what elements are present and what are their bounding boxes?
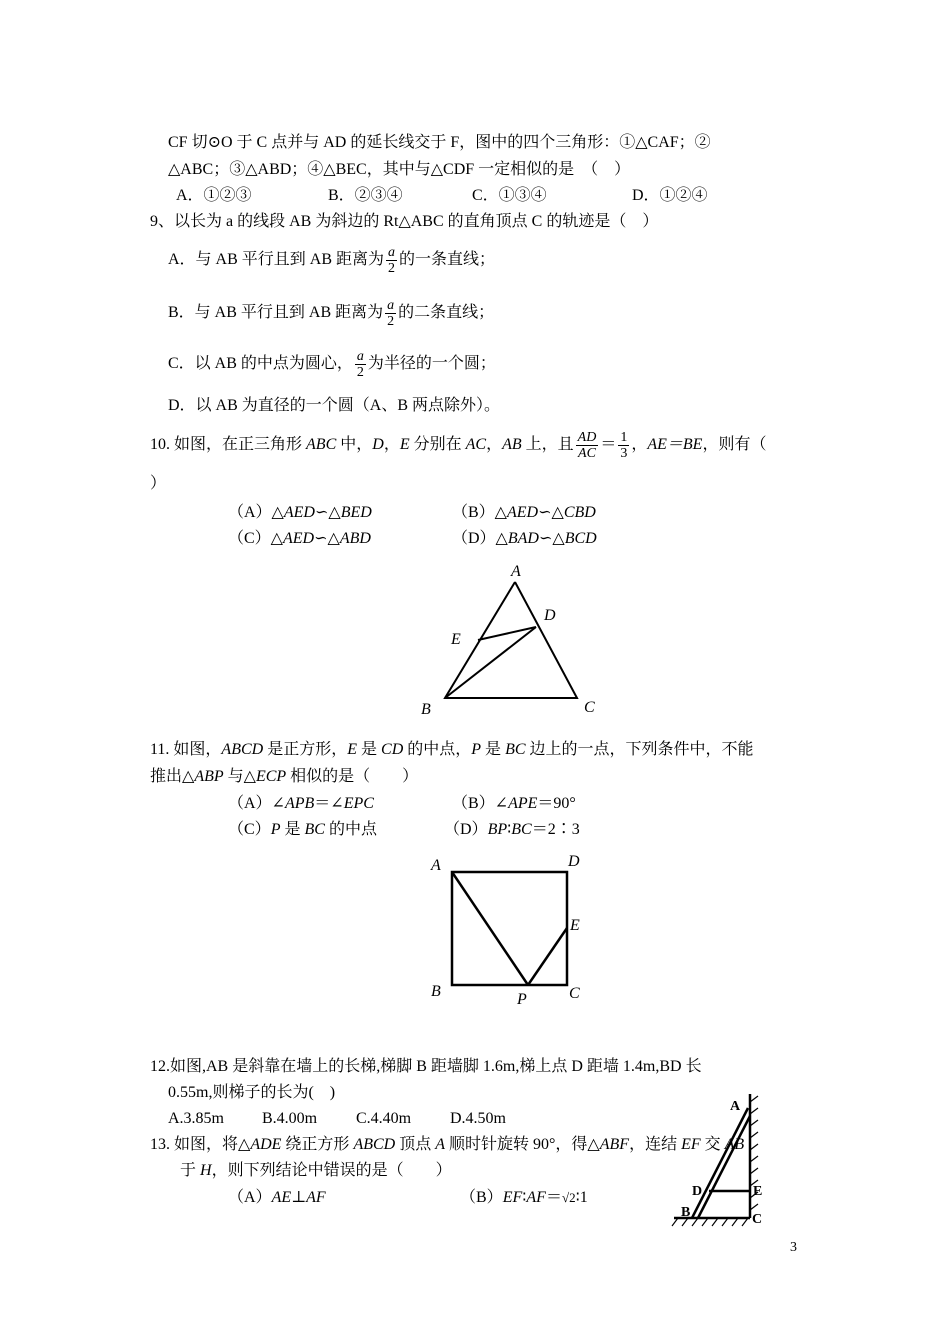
q10-d: D (372, 436, 384, 453)
q11-abcd: ABCD (221, 741, 264, 758)
q10-c-lbl: （C）△ (228, 530, 283, 547)
q11-b-t1: APE (508, 795, 538, 812)
q10-d-sim: ∽△ (538, 530, 565, 547)
q12-option-a: A.3.85m (168, 1110, 224, 1127)
q11-a-eq: ＝∠ (314, 795, 344, 812)
q10-fraction-ad-ac (576, 430, 599, 461)
q11-square-figure (422, 848, 612, 1008)
q13-line1 (150, 1135, 744, 1155)
q10-s2: 中， (336, 436, 373, 453)
q10-s7: ， (631, 436, 648, 453)
q11-s3: 是 (357, 741, 382, 758)
q10-triangle-outline (445, 582, 577, 698)
q11-line1 (150, 740, 754, 760)
q13-b-col: ∶ (522, 1189, 527, 1206)
q9-option-d: D．以 AB 为直径的一个圆（A、B 两点除外）。 (168, 397, 501, 414)
q13-abf: ABF (599, 1136, 630, 1153)
q11-s4: 的中点， (403, 741, 472, 758)
q11-a-lbl: （A）∠ (228, 795, 285, 812)
q11-label-c: C (569, 985, 580, 1002)
q11-c-lbl: （C） (228, 821, 271, 838)
q13-l2b: ，则下列结论中错误的是（ ） (211, 1162, 452, 1179)
q13-b-sqrt: √2 (561, 1190, 576, 1205)
q10-option-d (452, 529, 597, 549)
q12-option-d: D.4.50m (450, 1110, 506, 1127)
q13-ade: ADE (250, 1136, 282, 1153)
q10-frac2-den: 3 (620, 445, 628, 461)
q10-ac: AC (465, 436, 487, 453)
q13-a-t1: AE (271, 1189, 292, 1206)
q9-b-pre: B．与 AB 平行且到 AB 距离为 (168, 304, 384, 321)
q11-d-col: ∶ (507, 821, 512, 838)
q13-b-t1: EF (502, 1189, 523, 1206)
q11-label-e: E (570, 917, 580, 934)
q10-b-sim: ∽△ (538, 504, 564, 521)
q11-c-mid: 是 (280, 821, 305, 838)
q12-ladder-inner (698, 1116, 750, 1218)
q9-b-post: 的二条直线； (398, 304, 495, 321)
q10-eq: ＝ (600, 436, 617, 453)
q10-d-t1: BAD (507, 530, 539, 547)
q9-a-pre: A．与 AB 平行且到 AB 距离为 (168, 251, 385, 268)
q11-option-b (452, 794, 576, 814)
q13-abcd: ABCD (353, 1136, 396, 1153)
q11-s2: 是正方形， (263, 741, 348, 758)
q11-option-a (228, 794, 374, 814)
q10-b-t1: AED (506, 504, 539, 521)
q9-a-frac-den: 2 (388, 260, 396, 276)
q10-d-lbl: （D）△ (452, 530, 508, 547)
q11-e: E (347, 741, 357, 758)
q11-c-end: 的中点 (324, 821, 377, 838)
q9-c-post: 为半径的一个圆； (367, 355, 496, 372)
q11-bc: BC (505, 741, 526, 758)
q12-label-a: A (730, 1099, 741, 1114)
q10-triangle-figure (415, 558, 615, 718)
q9-b-frac-den: 2 (387, 313, 395, 329)
q9-c-pre: C．以 AB 的中点为圆心， (168, 355, 353, 372)
q13-ab: AB (724, 1136, 745, 1153)
q11-label-p: P (517, 991, 527, 1008)
q13-b-t2: AF (526, 1189, 546, 1206)
q12-label-d: D (692, 1184, 703, 1199)
q11-line2 (150, 767, 418, 787)
q13-s5: ，连结 (629, 1136, 682, 1153)
q10-stem (150, 428, 766, 462)
q9-b-fraction (385, 298, 396, 329)
q10-s5: ， (486, 436, 503, 453)
q10-b-lbl: （B）△ (452, 504, 507, 521)
q11-s1: 11. 如图， (150, 741, 222, 758)
q13-b-end: ∶1 (575, 1189, 588, 1206)
q13-b-eq: ＝ (545, 1189, 562, 1206)
q13-option-a (228, 1188, 326, 1208)
q10-option-b (452, 503, 596, 523)
q10-d-t2: BCD (564, 530, 597, 547)
q11-d-lbl: （D） (444, 821, 488, 838)
q9-a-frac-num: a (388, 244, 396, 260)
q10-label-c: C (584, 699, 595, 716)
q8-option-a: A．①②③ (176, 187, 252, 204)
q13-s3: 顶点 (395, 1136, 436, 1153)
q11-d-end: ＝2∶3 (531, 821, 580, 838)
q11-s6: 边上的一点，下列条件中，不能 (525, 741, 754, 758)
q10-option-a (228, 503, 372, 523)
q13-line2 (180, 1161, 452, 1181)
q8-line2: △ABC；③△ABD；④△BEC，其中与△CDF 一定相似的是 （ ） (168, 161, 631, 178)
q11-b-eq: ＝90° (537, 795, 576, 812)
q10-fraction-one-third (618, 430, 629, 461)
q12-line1: 12.如图,AB 是斜靠在墙上的长梯,梯脚 B 距墙脚 1.6m,梯上点 D 距墙 1.4m,BD 长 (150, 1058, 702, 1075)
q9-option-c (168, 348, 496, 380)
q11-ecp: ECP (255, 768, 287, 785)
q10-c-sim: ∽△ (314, 530, 340, 547)
q12-label-e: E (753, 1184, 763, 1199)
q10-label-d: D (544, 607, 556, 624)
q8-option-d: D．①②④ (632, 187, 708, 204)
q13-s1: 13. 如图，将△ (150, 1136, 251, 1153)
q13-a: A (435, 1136, 446, 1153)
q10-s3: ， (383, 436, 400, 453)
q10-s4: 分别在 (409, 436, 466, 453)
q10-a-lbl: （A）△ (228, 504, 284, 521)
q12-ladder-figure (668, 1092, 778, 1232)
q11-p: P (471, 741, 482, 758)
q11-cd: CD (381, 741, 404, 758)
q11-l2b: 与△ (223, 768, 256, 785)
q11-s5: 是 (481, 741, 506, 758)
q13-b-lbl: （B） (460, 1189, 503, 1206)
q9-b-frac-num: a (387, 297, 395, 313)
q9-a-fraction (386, 245, 397, 276)
q11-a-t2: EPC (343, 795, 374, 812)
q13-a-perp: ⊥ (291, 1189, 307, 1206)
q13-s4: 顺时针旋转 90°，得△ (445, 1136, 600, 1153)
q11-label-d: D (568, 853, 580, 870)
q13-a-lbl: （A） (228, 1189, 272, 1206)
q11-square-outline (452, 872, 567, 985)
q12-line2: 0.55m,则梯子的长为( ) (168, 1084, 336, 1101)
q11-l2c: 相似的是（ ） (286, 768, 419, 785)
q11-label-b: B (431, 983, 441, 1000)
q10-e: E (399, 436, 410, 453)
q10-b-t2: CBD (563, 504, 596, 521)
q13-option-b (460, 1188, 588, 1208)
q10-frac-num: AD (577, 429, 597, 445)
q9-option-a (168, 244, 495, 276)
q11-d-bp: BP (487, 821, 508, 838)
q10-c-t2: ABD (339, 530, 371, 547)
q11-b-lbl: （B）∠ (452, 795, 509, 812)
q10-a-sim: ∽△ (314, 504, 341, 521)
q9-a-post: 的一条直线； (399, 251, 496, 268)
q11-l2a: 推出△ (150, 768, 195, 785)
q11-d-bc: BC (511, 821, 532, 838)
q8-option-b: B．②③④ (328, 187, 403, 204)
q9-stem: 9、以长为 a 的线段 AB 为斜边的 Rt△ABC 的直角顶点 C 的轨迹是（ ） (150, 213, 659, 230)
q10-ae-be: AE＝BE (647, 436, 703, 453)
q11-segment-pe (528, 928, 567, 985)
q12-label-c: C (752, 1212, 763, 1227)
q9-c-frac-num: a (356, 348, 364, 364)
q11-abp: ABP (194, 768, 224, 785)
q11-c-p: P (270, 821, 281, 838)
q12-ladder-outer (692, 1108, 748, 1218)
q10-option-c (228, 529, 371, 549)
q11-c-bc: BC (304, 821, 325, 838)
q8-line1: CF 切⊙O 于 C 点并与 AD 的延长线交于 F，图中的四个三角形：①△CAF；② (168, 134, 711, 151)
q12-label-b: B (681, 1205, 691, 1220)
q13-a-t2: AF (306, 1189, 326, 1206)
q10-stem-cont: ） (150, 475, 167, 492)
q11-option-c (228, 820, 377, 840)
q10-abc: ABC (306, 436, 337, 453)
q10-label-a: A (511, 563, 521, 580)
q13-h: H (200, 1162, 212, 1179)
q10-a-t2: BED (340, 504, 372, 521)
q10-a-t1: AED (283, 504, 315, 521)
q10-s8: ，则有（ (702, 436, 767, 453)
q10-c-t1: AED (282, 530, 315, 547)
q10-label-e: E (451, 631, 461, 648)
q12-option-b: B.4.00m (262, 1110, 318, 1127)
page-number: 3 (790, 1240, 797, 1255)
q8-option-c: C．①③④ (472, 187, 547, 204)
q11-label-a: A (431, 857, 441, 874)
q10-label-b: B (421, 701, 431, 718)
q10-s1: 10. 如图，在正三角形 (150, 436, 307, 453)
q9-c-fraction (355, 349, 366, 380)
q10-frac2-num: 1 (620, 429, 628, 445)
q10-ab: AB (502, 436, 522, 453)
q12-option-c: C.4.40m (356, 1110, 412, 1127)
q9-option-b (168, 297, 494, 329)
q13-s6: 交 (700, 1136, 725, 1153)
q11-segment-ap (452, 872, 528, 985)
q10-s6: 上，且 (521, 436, 574, 453)
q9-c-frac-den: 2 (356, 364, 364, 380)
q11-a-t1: APB (284, 795, 315, 812)
q13-ef: EF (681, 1136, 701, 1153)
q13-l2a: 于 (180, 1162, 201, 1179)
q11-option-d (444, 820, 580, 840)
q13-s2: 绕正方形 (281, 1136, 354, 1153)
q10-frac-den: AC (578, 445, 596, 461)
